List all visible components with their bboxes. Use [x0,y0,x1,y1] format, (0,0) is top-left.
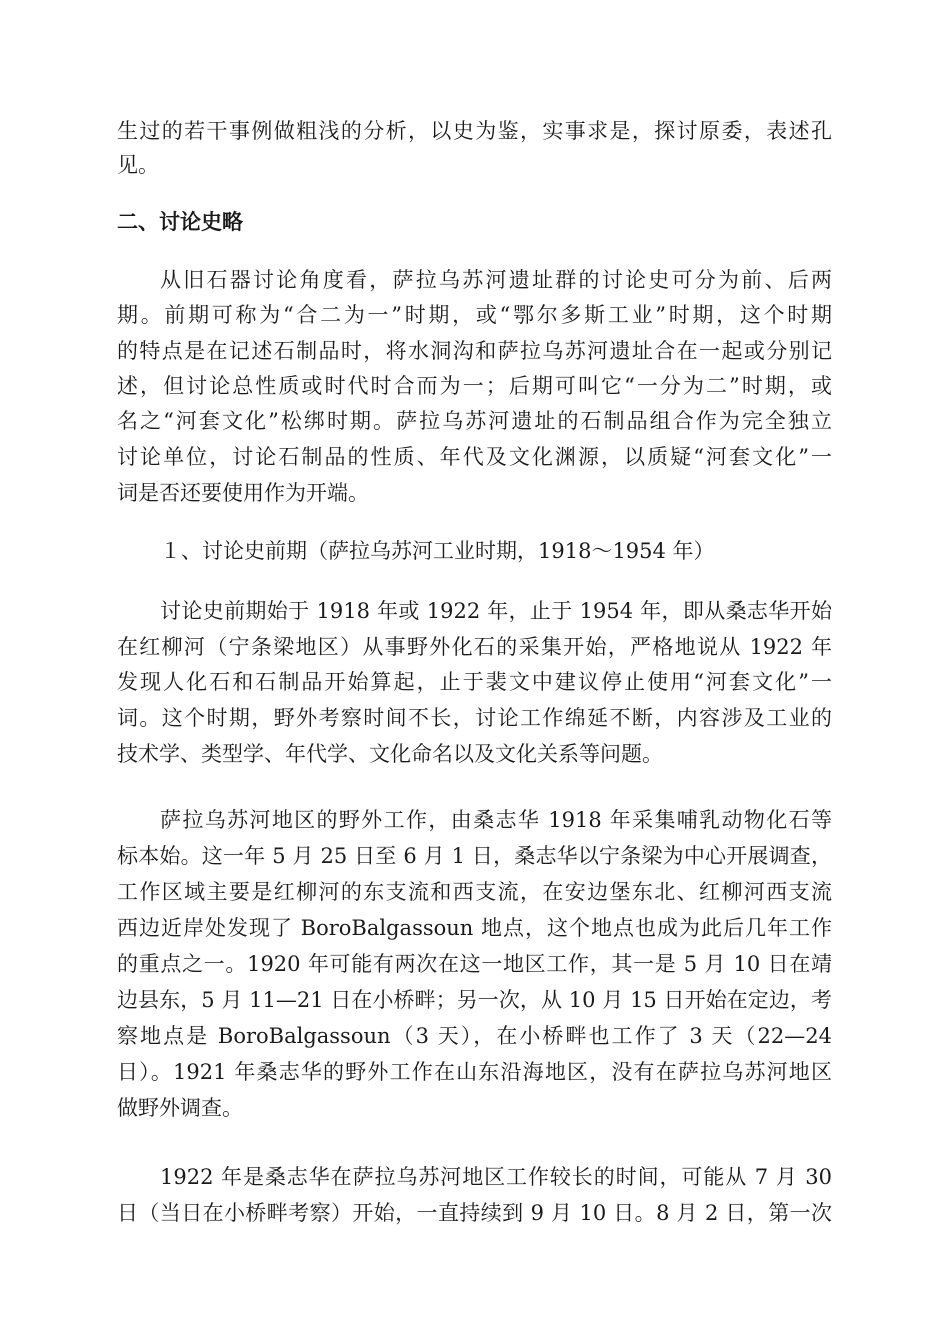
paragraph-line: 边县东，5 月 11—21 日在小桥畔；另一次，从 10 月 15 日开始在定边，考 [117,988,832,1012]
paragraph-line: 做野外调查。 [117,1096,243,1120]
subsection-heading: １、讨论史前期（萨拉乌苏河工业时期，1918～1954 年） [160,539,715,563]
paragraph-line: 察地点是 BoroBalgassoun（3 天），在小桥畔也工作了 3 天（22—24 [117,1024,832,1048]
paragraph-line: 的特点是在记述石制品时，将水洞沟和萨拉乌苏河遗址合在一起或分别记 [117,339,832,363]
section-heading: 二、讨论史略 [117,209,243,234]
intro-line: 见。 [117,153,159,177]
paragraph-line: 名之“河套文化”松绑时期。萨拉乌苏河遗址的石制品组合作为完全独立 [117,409,832,433]
paragraph-line: 1922 年是桑志华在萨拉乌苏河地区工作较长的时间，可能从 7 月 30 [160,1165,832,1189]
paragraph-line: 词是否还要使用作为开端。 [117,481,369,505]
paragraph-line: 西边近岸处发现了 BoroBalgassoun 地点，这个地点也成为此后几年工作 [117,916,832,940]
intro-line: 生过的若干事例做粗浅的分析，以史为鉴，实事求是，探讨原委，表述孔 [117,119,832,143]
paragraph-line: 从旧石器讨论角度看，萨拉乌苏河遗址群的讨论史可分为前、后两 [160,268,832,292]
paragraph-line: 萨拉乌苏河地区的野外工作，由桑志华 1918 年采集哺乳动物化石等 [160,808,832,832]
paragraph-line: 期。前期可称为“合二为一”时期，或“鄂尔多斯工业”时期，这个时期 [117,303,832,327]
paragraph-line: 标本始。这一年 5 月 25 日至 6 月 1 日，桑志华以宁条梁为中心开展调查， [117,844,832,868]
paragraph-line: 技术学、类型学、年代学、文化命名以及文化关系等问题。 [117,742,663,766]
paragraph-line: 述，但讨论总性质或时代时合而为一；后期可叫它“一分为二”时期，或 [117,374,832,398]
paragraph-line: 在红柳河（宁条梁地区）从事野外化石的采集开始，严格地说从 1922 年 [117,635,832,659]
paragraph-line: 工作区域主要是红柳河的东支流和西支流，在安边堡东北、红柳河西支流 [117,880,832,904]
paragraph-line: 词。这个时期，野外考察时间不长，讨论工作绵延不断，内容涉及工业的 [117,706,832,730]
paragraph-line: 的重点之一。1920 年可能有两次在这一地区工作，其一是 5 月 10 日在靖 [117,952,832,976]
paragraph-line: 发现人化石和石制品开始算起，止于裴文中建议停止使用“河套文化”一 [117,670,832,694]
paragraph-line: 讨论单位，讨论石制品的性质、年代及文化渊源，以质疑“河套文化”一 [117,445,832,469]
paragraph-line: 讨论史前期始于 1918 年或 1922 年，止于 1954 年，即从桑志华开始 [160,599,832,623]
paragraph-line: 日（当日在小桥畔考察）开始，一直持续到 9 月 10 日。8 月 2 日，第一次 [117,1201,832,1225]
paragraph-line: 日）。1921 年桑志华的野外工作在山东沿海地区，没有在萨拉乌苏河地区 [117,1060,832,1084]
